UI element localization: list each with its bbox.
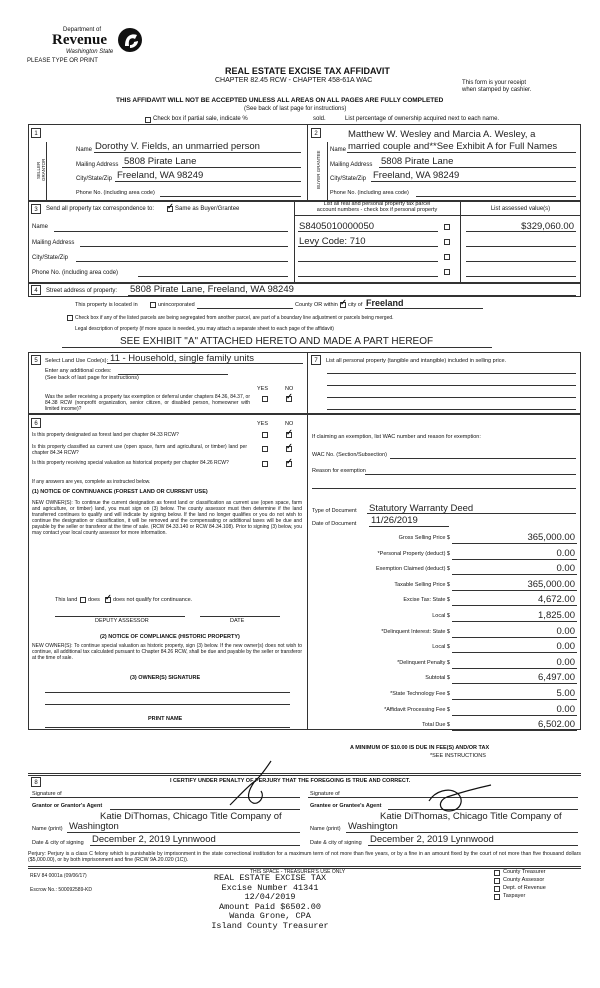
- buyer-side-label: BUYER GRANTEE: [316, 150, 321, 190]
- exemption-yes-checkbox[interactable]: [262, 396, 268, 402]
- personal-property-checkbox-1[interactable]: [444, 224, 450, 230]
- seller-side-label: SELLER GRANTOR: [36, 158, 46, 182]
- receipt-note-1: This form is your receipt: [462, 80, 527, 86]
- calc-label: Exemption Claimed (deduct) $: [376, 566, 450, 573]
- escrow-number: Escrow No.: 500092589-KD: [30, 887, 92, 893]
- revenue-logo-icon: [116, 26, 144, 54]
- calc-value[interactable]: 0.00: [556, 547, 575, 559]
- grantee-print-name-1[interactable]: Katie DiThomas, Chicago Title Company of: [380, 811, 562, 822]
- section-3-number: 3: [31, 204, 41, 214]
- land-does-checkbox[interactable]: [80, 597, 86, 603]
- grantor-print-name-2[interactable]: Washington: [69, 821, 119, 832]
- calc-label: *Delinquent Penalty $: [397, 659, 450, 666]
- form-title: REAL ESTATE EXCISE TAX AFFIDAVIT: [225, 66, 390, 76]
- dept-line3: Washington State: [66, 49, 114, 55]
- please-type: PLEASE TYPE OR PRINT: [27, 58, 98, 64]
- calc-label: Local $: [432, 613, 450, 619]
- copy-checkbox[interactable]: [494, 878, 500, 884]
- buyer-name-line1[interactable]: Matthew W. Wesley and Marcia A. Wesley, a: [348, 129, 536, 140]
- seller-address-field[interactable]: 5808 Pirate Lane: [124, 156, 197, 167]
- receipt-note-2: when stamped by cashier.: [462, 87, 532, 93]
- calc-value[interactable]: 6,497.00: [538, 672, 575, 684]
- current-use-no-checkbox[interactable]: [286, 446, 292, 452]
- document-type-field[interactable]: Statutory Warranty Deed: [369, 503, 474, 514]
- grantor-date-city[interactable]: December 2, 2019 Lynnwood: [92, 834, 216, 845]
- copy-checkbox[interactable]: [494, 870, 500, 876]
- calc-value[interactable]: 365,000.00: [527, 532, 575, 543]
- calc-value[interactable]: 1,825.00: [538, 610, 575, 621]
- historical-no-checkbox[interactable]: [286, 461, 292, 467]
- copy-checkbox[interactable]: [494, 894, 500, 900]
- calc-label: Excise Tax: State $: [403, 597, 450, 604]
- calc-label: Local $: [432, 644, 450, 651]
- section-6-number: 6: [31, 418, 41, 428]
- buyer-address-field[interactable]: 5808 Pirate Lane: [381, 156, 454, 167]
- section-5-number: 5: [31, 355, 41, 365]
- calc-value[interactable]: 0.00: [556, 563, 575, 575]
- grantee-date-city[interactable]: December 2, 2019 Lynnwood: [370, 834, 494, 845]
- calc-value[interactable]: 0.00: [556, 703, 575, 715]
- treasurer-stamp: REAL ESTATE EXCISE TAX Excise Number 41341 12/04/2019 Amount Paid $6502.00 Wanda Grone, CPA Island County Treasurer: [211, 873, 329, 931]
- section-2-number: 2: [311, 128, 321, 138]
- copy-label: County Assessor: [503, 877, 545, 883]
- buyer-city-field[interactable]: Freeland, WA 98249: [373, 170, 460, 181]
- see-back: (See back of last page for instructions): [244, 106, 347, 112]
- parcel-number-1[interactable]: S8405010000050: [299, 221, 375, 232]
- segregated-checkbox[interactable]: [67, 315, 73, 321]
- personal-property-checkbox-2[interactable]: [444, 239, 450, 245]
- copy-label: County Treasurer: [503, 869, 546, 875]
- parcel-levy-code[interactable]: Levy Code: 710: [299, 236, 366, 247]
- list-pct-label: List percentage of ownership acquired next to each name.: [345, 116, 500, 122]
- certify-statement: I CERTIFY UNDER PENALTY OF PERJURY THAT THE FOREGOING IS TRUE AND CORRECT.: [170, 778, 411, 784]
- section-1-number: 1: [31, 128, 41, 138]
- seller-name-field[interactable]: Dorothy V. Fields, an unmarried person: [95, 141, 260, 152]
- copy-label: Taxpayer: [503, 893, 526, 899]
- copy-checkbox[interactable]: [494, 886, 500, 892]
- unincorporated-checkbox[interactable]: [150, 302, 156, 308]
- calc-label: *Affidavit Processing Fee $: [384, 706, 450, 713]
- partial-sale-label: Check box if partial sale, indicate %: [153, 116, 248, 122]
- land-use-code-field[interactable]: 11 - Household, single family units: [110, 353, 254, 364]
- city-of-field[interactable]: Freeland: [366, 298, 404, 308]
- legal-description-field[interactable]: SEE EXHIBIT "A" ATTACHED HERETO AND MADE A PART HEREOF: [120, 336, 434, 347]
- calc-value[interactable]: 5.00: [556, 688, 575, 699]
- calc-label: *State Technology Fee $: [390, 691, 450, 697]
- calc-value[interactable]: 0.00: [556, 656, 575, 668]
- calc-label: Subtotal $: [425, 675, 450, 682]
- revision-code: REV 84 0001a (09/06/17): [30, 873, 87, 879]
- copy-label: Dept. of Revenue: [503, 885, 546, 891]
- grantee-print-name-2[interactable]: Washington: [348, 821, 398, 832]
- forest-land-yes-checkbox[interactable]: [262, 432, 268, 438]
- calc-label: *Delinquent Interest: State $: [381, 628, 450, 635]
- assessed-value-1[interactable]: $329,060.00: [521, 221, 574, 232]
- grantor-print-name-1[interactable]: Katie DiThomas, Chicago Title Company of: [100, 811, 282, 822]
- calc-value[interactable]: 365,000.00: [527, 578, 575, 590]
- section-7-number: 7: [311, 355, 321, 365]
- form-subtitle: CHAPTER 82.45 RCW - CHAPTER 458-61A WAC: [215, 77, 373, 84]
- perjury-statement: Perjury: Perjury is a class C felony which is punishable by imprisonment in the state correctional institution for a maximum term of not more than five years, or by a fine in an amount fixed by the court of not more than five thousand dollars ($5,000.00), or by both imprisonment and fine (RCW 9A.20.020 (1C)).: [28, 851, 581, 863]
- buyer-name-field[interactable]: married couple and**See Exhibit A for Full Names: [348, 141, 558, 152]
- warning-text: THIS AFFIDAVIT WILL NOT BE ACCEPTED UNLESS ALL AREAS ON ALL PAGES ARE FULLY COMPLETED: [116, 97, 444, 104]
- current-use-yes-checkbox[interactable]: [262, 446, 268, 452]
- personal-property-checkbox-3[interactable]: [444, 254, 450, 260]
- section-4-number: 4: [31, 285, 41, 295]
- calc-label: Taxable Selling Price $: [394, 581, 450, 588]
- forest-land-no-checkbox[interactable]: [286, 432, 292, 438]
- exemption-no-checkbox[interactable]: [286, 396, 292, 402]
- minimum-fee-note: A MINIMUM OF $10.00 IS DUE IN FEE(S) AND/OR TAX: [350, 745, 490, 751]
- calc-value[interactable]: 6,502.00: [538, 719, 575, 731]
- calc-value[interactable]: 0.00: [556, 625, 575, 637]
- land-does-not-checkbox[interactable]: [105, 597, 111, 603]
- seller-city-field[interactable]: Freeland, WA 98249: [117, 170, 204, 181]
- calc-value[interactable]: 4,672.00: [538, 594, 575, 606]
- calc-label: Total Due $: [422, 722, 450, 729]
- street-address-field[interactable]: 5808 Pirate Lane, Freeland, WA 98249: [130, 284, 294, 295]
- calc-label: Gross Selling Price $: [398, 535, 450, 541]
- document-date-field[interactable]: 11/26/2019: [371, 515, 418, 526]
- calc-label: *Personal Property (deduct) $: [377, 550, 450, 557]
- historical-yes-checkbox[interactable]: [262, 461, 268, 467]
- within-city-checkbox[interactable]: [340, 302, 346, 308]
- dept-logo-text: Revenue: [52, 32, 107, 48]
- calc-value[interactable]: 0.00: [556, 641, 575, 653]
- grantor-signature-icon[interactable]: [225, 757, 280, 812]
- sold-label: sold.: [313, 116, 326, 122]
- treasurer-use-label: THIS SPACE - TREASURER'S USE ONLY: [250, 869, 346, 875]
- same-as-buyer-checkbox[interactable]: [167, 206, 173, 212]
- partial-sale-checkbox[interactable]: [145, 117, 151, 123]
- dept-line1: Department of: [63, 27, 102, 33]
- personal-property-checkbox-4[interactable]: [444, 269, 450, 275]
- section-8-number: 8: [31, 777, 41, 787]
